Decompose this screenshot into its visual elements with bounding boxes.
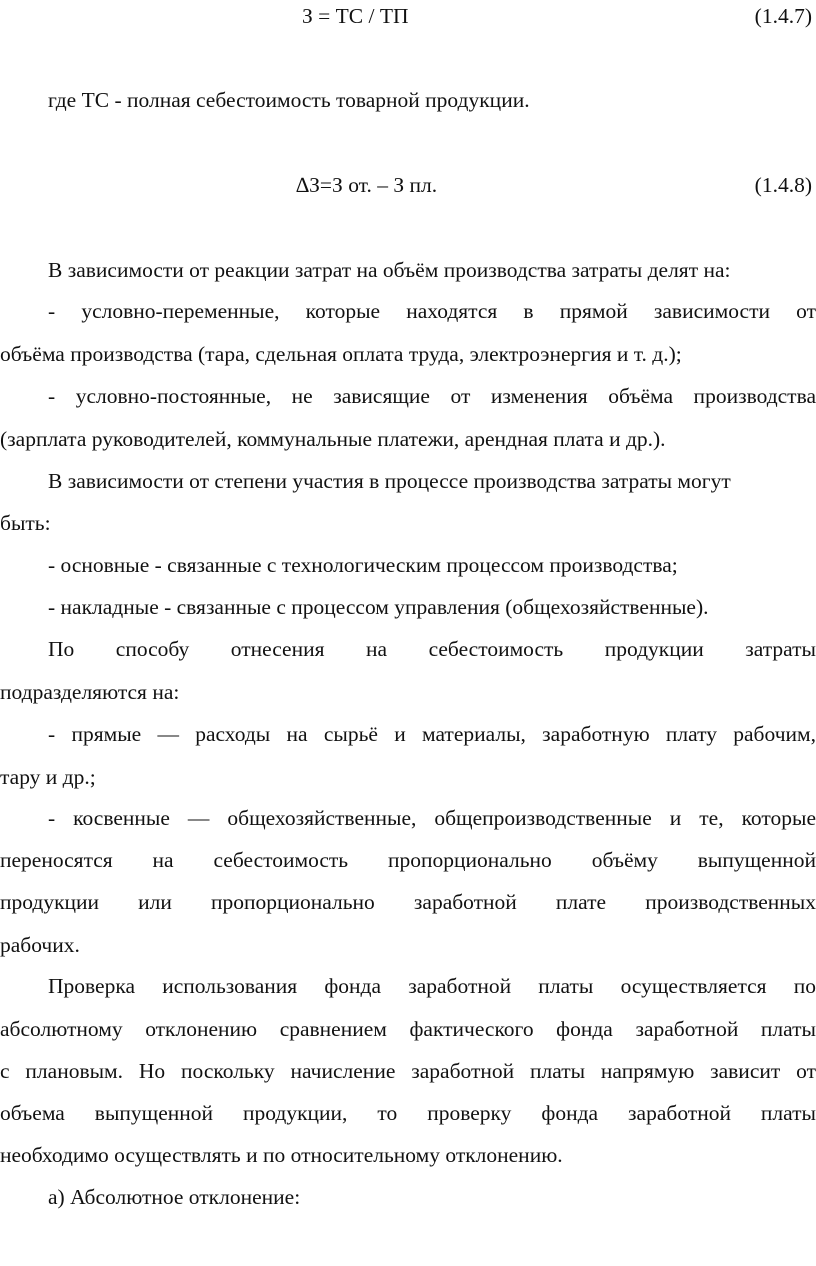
text-line: Проверка использования фонда заработной платы осуществляется по: [48, 974, 816, 998]
text-line: тару и др.;: [0, 765, 96, 789]
where-line: где ТС - полная себестоимость товарной продукции.: [48, 88, 530, 112]
text-line: - косвенные — общехозяйственные, общепроизводственные и те, которые: [48, 806, 816, 830]
text-line: - условно-переменные, которые находятся в прямой зависимости от: [48, 299, 816, 323]
text-line: В зависимости от степени участия в процессе производства затраты могут: [48, 469, 731, 493]
text-line: быть:: [0, 511, 51, 535]
formula-1-number: (1.4.7): [754, 4, 812, 28]
formula-1-expression: З = ТС / ТП: [302, 4, 409, 28]
text-line: объема выпущенной продукции, то проверку фонда заработной платы: [0, 1101, 816, 1125]
text-line: По способу отнесения на себестоимость продукции затраты: [48, 637, 816, 661]
text-line: рабочих.: [0, 933, 80, 957]
text-line: продукции или пропорционально заработной плате производственных: [0, 890, 816, 914]
text-line: с плановым. Но поскольку начисление заработной платы напрямую зависит от: [0, 1059, 816, 1083]
formula-2-expression: ∆З=З от. – З пл.: [296, 173, 438, 197]
text-line: - накладные - связанные с процессом управления (общехозяйственные).: [48, 595, 709, 619]
text-line: необходимо осуществлять и по относительному отклонению.: [0, 1143, 563, 1167]
text-line: абсолютному отклонению сравнением фактического фонда заработной платы: [0, 1017, 816, 1041]
text-line: а) Абсолютное отклонение:: [48, 1185, 301, 1209]
text-line: - условно-постоянные, не зависящие от изменения объёма производства: [48, 384, 816, 408]
formula-2-number: (1.4.8): [754, 173, 812, 197]
text-line: подразделяются на:: [0, 680, 180, 704]
text-line: В зависимости от реакции затрат на объём производства затраты делят на:: [48, 258, 731, 282]
text-line: - прямые — расходы на сырьё и материалы, заработную плату рабочим,: [48, 722, 816, 746]
text-line: (зарплата руководителей, коммунальные платежи, арендная плата и др.).: [0, 427, 666, 451]
text-line: объёма производства (тара, сдельная оплата труда, электроэнергия и т. д.);: [0, 342, 682, 366]
text-line: - основные - связанные с технологическим процессом производства;: [48, 553, 678, 577]
text-line: переносятся на себестоимость пропорционально объёму выпущенной: [0, 848, 816, 872]
